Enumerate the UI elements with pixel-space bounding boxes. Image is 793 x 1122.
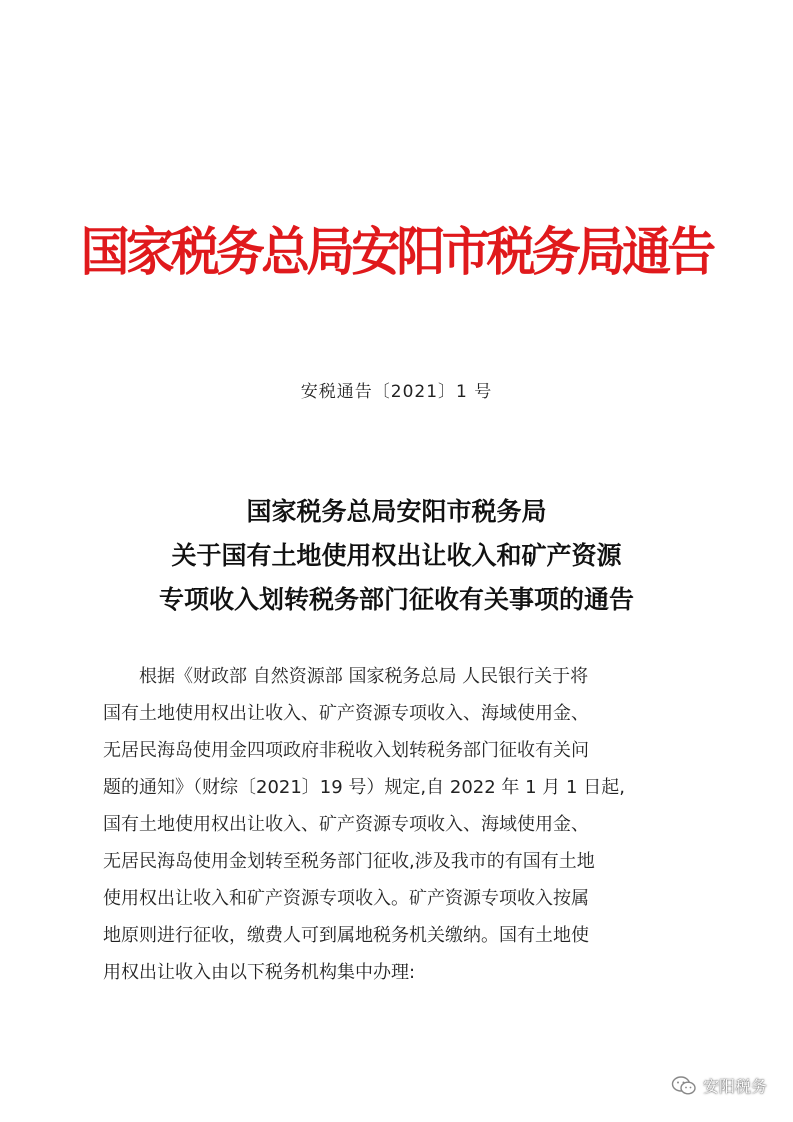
body-line: 地原则进行征收，缴费人可到属地税务机关缴纳。国有土地使 [103,925,589,946]
body-line: 无居民海岛使用金四项政府非税收入划转税务部门征收有关问 [103,740,589,761]
document-number: 安税通告〔2021〕1 号 [300,382,493,402]
body-line: 国有土地使用权出让收入、矿产资源专项收入、海域使用金、 [103,814,589,835]
body-line: 题的通知》（财综〔2021〕19 号）规定,自 2022 年 1 月 1 日起, [103,777,625,798]
title-line: 关于国有土地使用权出让收入和矿产资源 [171,541,622,570]
body-line: 国有土地使用权出让收入、矿产资源专项收入、海域使用金、 [103,703,589,724]
title-line: 国家税务总局安阳市税务局 [246,497,547,526]
body-line: 使用权出让收入和矿产资源专项收入。矿产资源专项收入按属 [103,888,589,909]
watermark-brand [671,1074,767,1097]
body-paragraph [103,658,693,991]
body-line: 无居民海岛使用金划转至税务部门征收,涉及我市的有国有土地 [103,851,595,872]
body-line: 根据《财政部 自然资源部 国家税务总局 人民银行关于将 [103,666,589,687]
wechat-icon [671,1075,697,1097]
title-line: 专项收入划转税务部门征收有关事项的通告 [158,585,634,614]
red-header-title: 国家税务总局安阳市税务局通告 [80,222,713,283]
body-line: 用权出让收入由以下税务机构集中办理: [103,962,416,983]
notice-title [0,490,793,622]
watermark-brand-label: 安阳税务 [702,1077,767,1096]
